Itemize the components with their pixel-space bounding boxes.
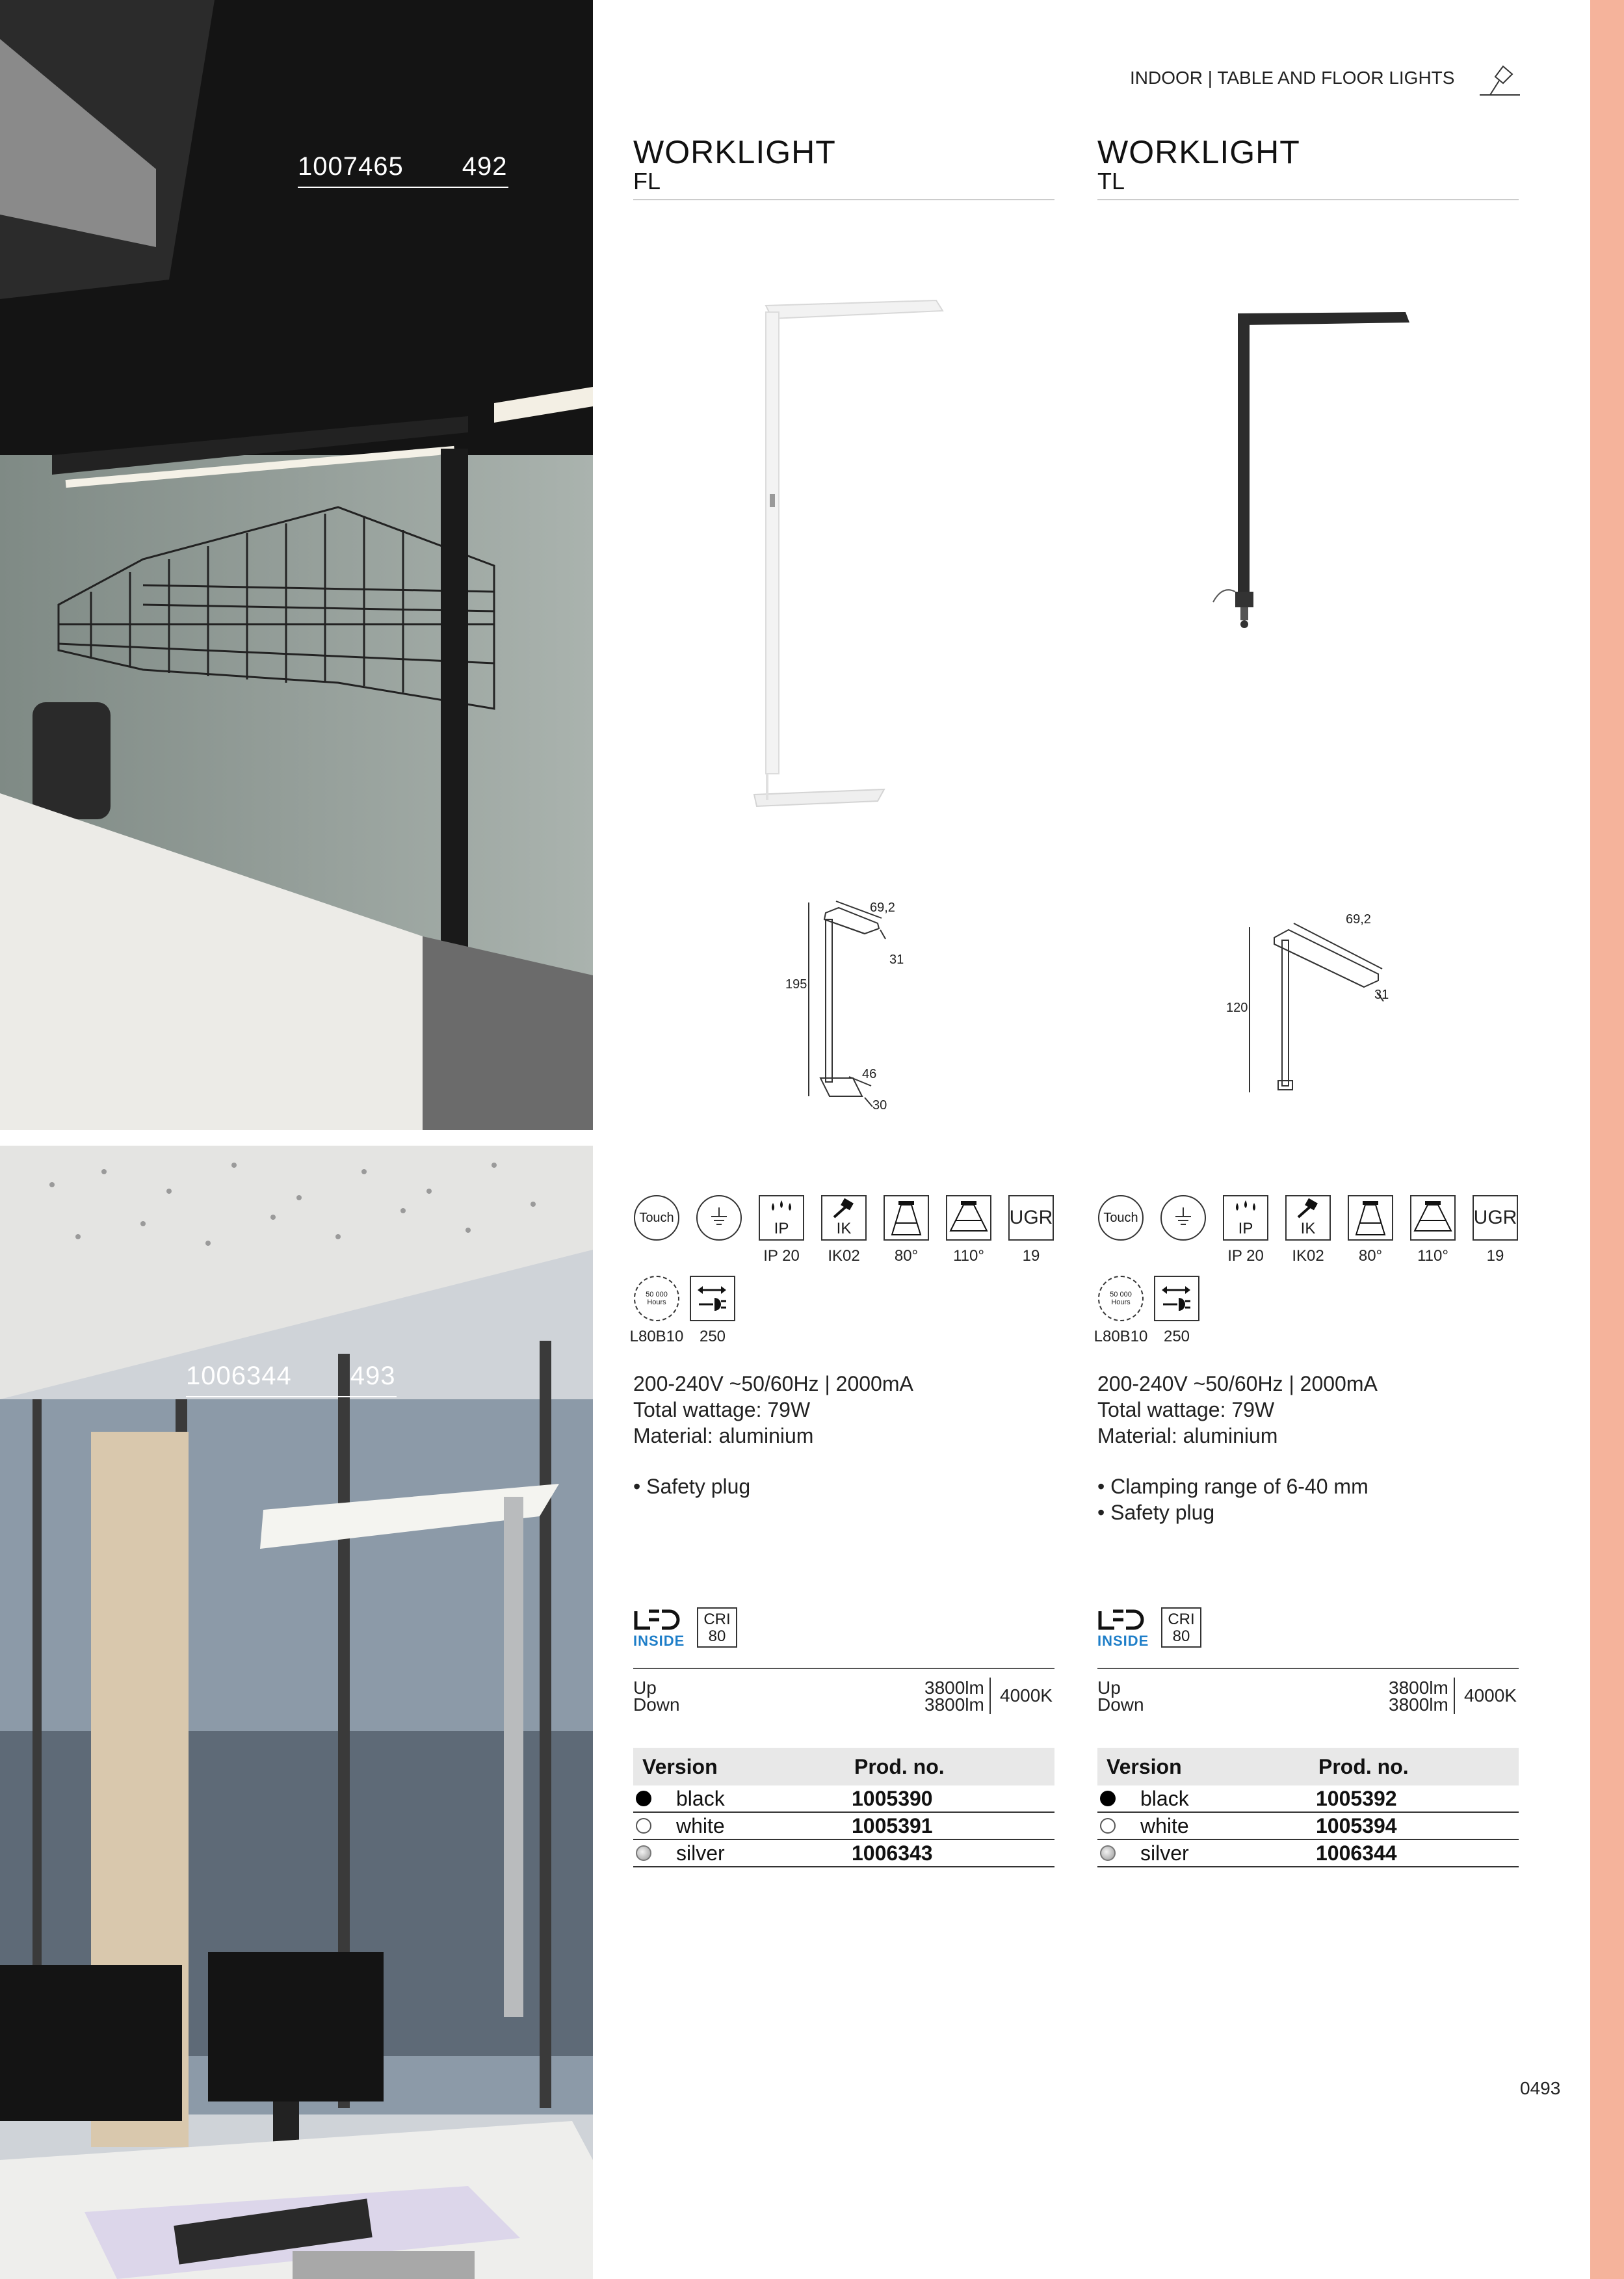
lumen-divider xyxy=(1097,1668,1519,1669)
touch-icon: Touch xyxy=(1098,1195,1144,1241)
spec-line: Total wattage: 79W xyxy=(633,1398,811,1421)
lumen-separator xyxy=(1454,1678,1455,1714)
photo-page-number: 493 xyxy=(350,1362,396,1390)
product-title: WORKLIGHT xyxy=(633,134,836,170)
led-inside-logo: INSIDE xyxy=(1097,1609,1149,1650)
table-row: silver 1006344 xyxy=(1097,1840,1519,1867)
feature-icons: Touch IP IP 20 IK IK02 80° 110° UGR 19 xyxy=(633,1195,1054,1265)
photo-page-number: 492 xyxy=(462,152,508,181)
photo-reference xyxy=(186,1362,397,1397)
table-row: black 1005392 xyxy=(1097,1785,1519,1813)
specifications xyxy=(633,1371,913,1449)
color-swatch xyxy=(1100,1791,1116,1806)
color-temperature: 4000K xyxy=(1000,1685,1053,1706)
cri-badge: CRI 80 xyxy=(1161,1607,1201,1648)
version-table xyxy=(1097,1748,1519,1867)
beam-angle-80-icon xyxy=(884,1195,929,1241)
spec-line: 200-240V ~50/60Hz | 2000mA xyxy=(633,1372,913,1395)
specifications xyxy=(1097,1371,1378,1449)
color-swatch xyxy=(636,1818,651,1834)
dimension-drawing xyxy=(774,891,943,1125)
product-image-floor-lamp-white xyxy=(741,293,962,813)
dim-width: 69,2 xyxy=(870,901,895,915)
feature-list xyxy=(633,1473,750,1499)
cri-badge: CRI 80 xyxy=(697,1607,737,1648)
version-table xyxy=(633,1748,1054,1867)
beam-angle-110-icon xyxy=(946,1195,991,1241)
page-number: 0493 xyxy=(1520,2078,1561,2098)
table-lamp-category-icon xyxy=(1477,61,1523,100)
photo-reference xyxy=(298,152,508,188)
product-image-table-lamp-black xyxy=(1196,306,1417,644)
dim-height: 195 xyxy=(785,977,807,992)
protection-class-icon xyxy=(1160,1195,1206,1241)
ip-rating-icon: IP xyxy=(1223,1195,1268,1241)
photo-office-floor-lamp xyxy=(0,0,593,1130)
lumen-down-label: Down xyxy=(633,1694,680,1715)
lumen-divider xyxy=(633,1668,1054,1669)
feature-item: • Clamping range of 6-40 mm xyxy=(1097,1473,1369,1499)
lumen-up-label: Up xyxy=(1097,1678,1121,1698)
color-swatch xyxy=(1100,1845,1116,1861)
feature-list xyxy=(1097,1473,1369,1525)
title-divider xyxy=(633,199,1054,200)
column-header-version: Version xyxy=(1107,1754,1182,1778)
dimension-drawing xyxy=(1222,904,1404,1112)
spec-line: Total wattage: 79W xyxy=(1097,1398,1275,1421)
beam-angle-80-icon xyxy=(1348,1195,1393,1241)
lumen-separator xyxy=(989,1678,991,1714)
ugr-icon: UGR xyxy=(1008,1195,1054,1241)
dim-height: 120 xyxy=(1226,1001,1248,1015)
beam-angle-110-icon xyxy=(1410,1195,1456,1241)
photo-ref-number: 1006344 xyxy=(186,1362,292,1390)
lifetime-icon: 50 000 Hours xyxy=(1098,1276,1144,1321)
lumen-up-value: 3800lm xyxy=(1389,1678,1448,1698)
column-header-version: Version xyxy=(642,1754,718,1778)
lumen-down-value: 3800lm xyxy=(1389,1694,1448,1715)
cable-length-icon xyxy=(1154,1276,1199,1321)
feature-icons: Touch IP IP 20 IK IK02 80° 110° UGR 19 xyxy=(1097,1195,1519,1265)
accent-stripe xyxy=(1590,0,1624,2279)
protection-class-icon xyxy=(696,1195,742,1241)
photo-office-silver-lamp xyxy=(0,1146,593,2279)
feature-item: • Safety plug xyxy=(1097,1499,1369,1525)
dim-base-width: 46 xyxy=(862,1067,877,1081)
table-header xyxy=(633,1748,1054,1785)
dim-depth: 31 xyxy=(889,953,904,967)
column-header-prod-no: Prod. no. xyxy=(854,1754,945,1778)
color-temperature: 4000K xyxy=(1464,1685,1517,1706)
dim-width: 69,2 xyxy=(1346,912,1371,927)
product-subtitle: TL xyxy=(1097,168,1125,194)
lumen-up-label: Up xyxy=(633,1678,657,1698)
table-row: white 1005391 xyxy=(633,1813,1054,1840)
table-row: silver 1006343 xyxy=(633,1840,1054,1867)
title-divider xyxy=(1097,199,1519,200)
touch-icon: Touch xyxy=(634,1195,679,1241)
color-swatch xyxy=(636,1791,651,1806)
lumen-down-value: 3800lm xyxy=(924,1694,984,1715)
led-inside-logo: INSIDE xyxy=(633,1609,685,1650)
section-title: INDOOR | TABLE AND FLOOR LIGHTS xyxy=(1130,68,1455,88)
feature-item: • Safety plug xyxy=(633,1473,750,1499)
dim-base-depth: 30 xyxy=(872,1098,887,1113)
lifetime-icon: 50 000 Hours xyxy=(634,1276,679,1321)
table-header xyxy=(1097,1748,1519,1785)
led-icon xyxy=(1097,1609,1144,1631)
dim-depth: 31 xyxy=(1374,988,1389,1002)
ik-rating-icon: IK xyxy=(1285,1195,1331,1241)
ugr-icon: UGR xyxy=(1473,1195,1518,1241)
lumen-up-value: 3800lm xyxy=(924,1678,984,1698)
photo-ref-number: 1007465 xyxy=(298,152,404,181)
ip-rating-icon: IP xyxy=(759,1195,804,1241)
feature-icons-secondary: 50 000 Hours L80B10 250 xyxy=(633,1276,736,1346)
color-swatch xyxy=(1100,1818,1116,1834)
feature-icons-secondary: 50 000 Hours L80B10 250 xyxy=(1097,1276,1200,1346)
color-swatch xyxy=(636,1845,651,1861)
spec-line: Material: aluminium xyxy=(633,1424,814,1447)
table-row: black 1005390 xyxy=(633,1785,1054,1813)
product-subtitle: FL xyxy=(633,168,661,194)
lumen-down-label: Down xyxy=(1097,1694,1144,1715)
cable-length-icon xyxy=(690,1276,735,1321)
table-row: white 1005394 xyxy=(1097,1813,1519,1840)
spec-line: 200-240V ~50/60Hz | 2000mA xyxy=(1097,1372,1378,1395)
led-icon xyxy=(633,1609,680,1631)
spec-line: Material: aluminium xyxy=(1097,1424,1278,1447)
ik-rating-icon: IK xyxy=(821,1195,867,1241)
product-title: WORKLIGHT xyxy=(1097,134,1300,170)
column-header-prod-no: Prod. no. xyxy=(1318,1754,1409,1778)
